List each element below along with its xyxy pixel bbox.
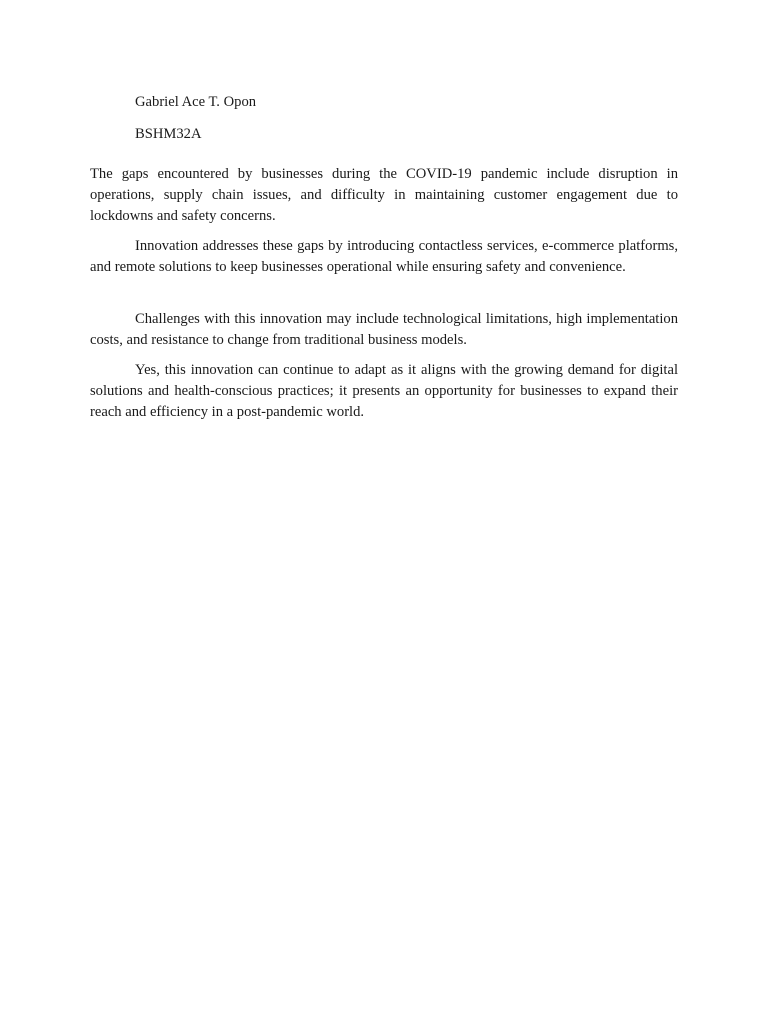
paragraph-gaps: The gaps encountered by businesses during the COVID-19 pandemic include disruption in operations, supply chain issues, and difficulty in maintaining customer engagement due to lockdowns and safety concerns.	[90, 166, 678, 224]
author-section: BSHM32A	[135, 126, 202, 142]
paragraph-challenges: Challenges with this innovation may include technological limitations, high implementation costs, and resistance to change from traditional business models.	[90, 311, 678, 348]
paragraph-innovation: Innovation addresses these gaps by introducing contactless services, e-commerce platforms, and remote solutions to keep businesses operational while ensuring safety and convenience.	[90, 238, 678, 275]
paragraph-adaptation: Yes, this innovation can continue to adapt as it aligns with the growing demand for digital solutions and health-conscious practices; it presents an opportunity for businesses to expand their reach and efficiency in a post-pandemic world.	[90, 362, 678, 420]
author-name: Gabriel Ace T. Opon	[135, 94, 257, 110]
